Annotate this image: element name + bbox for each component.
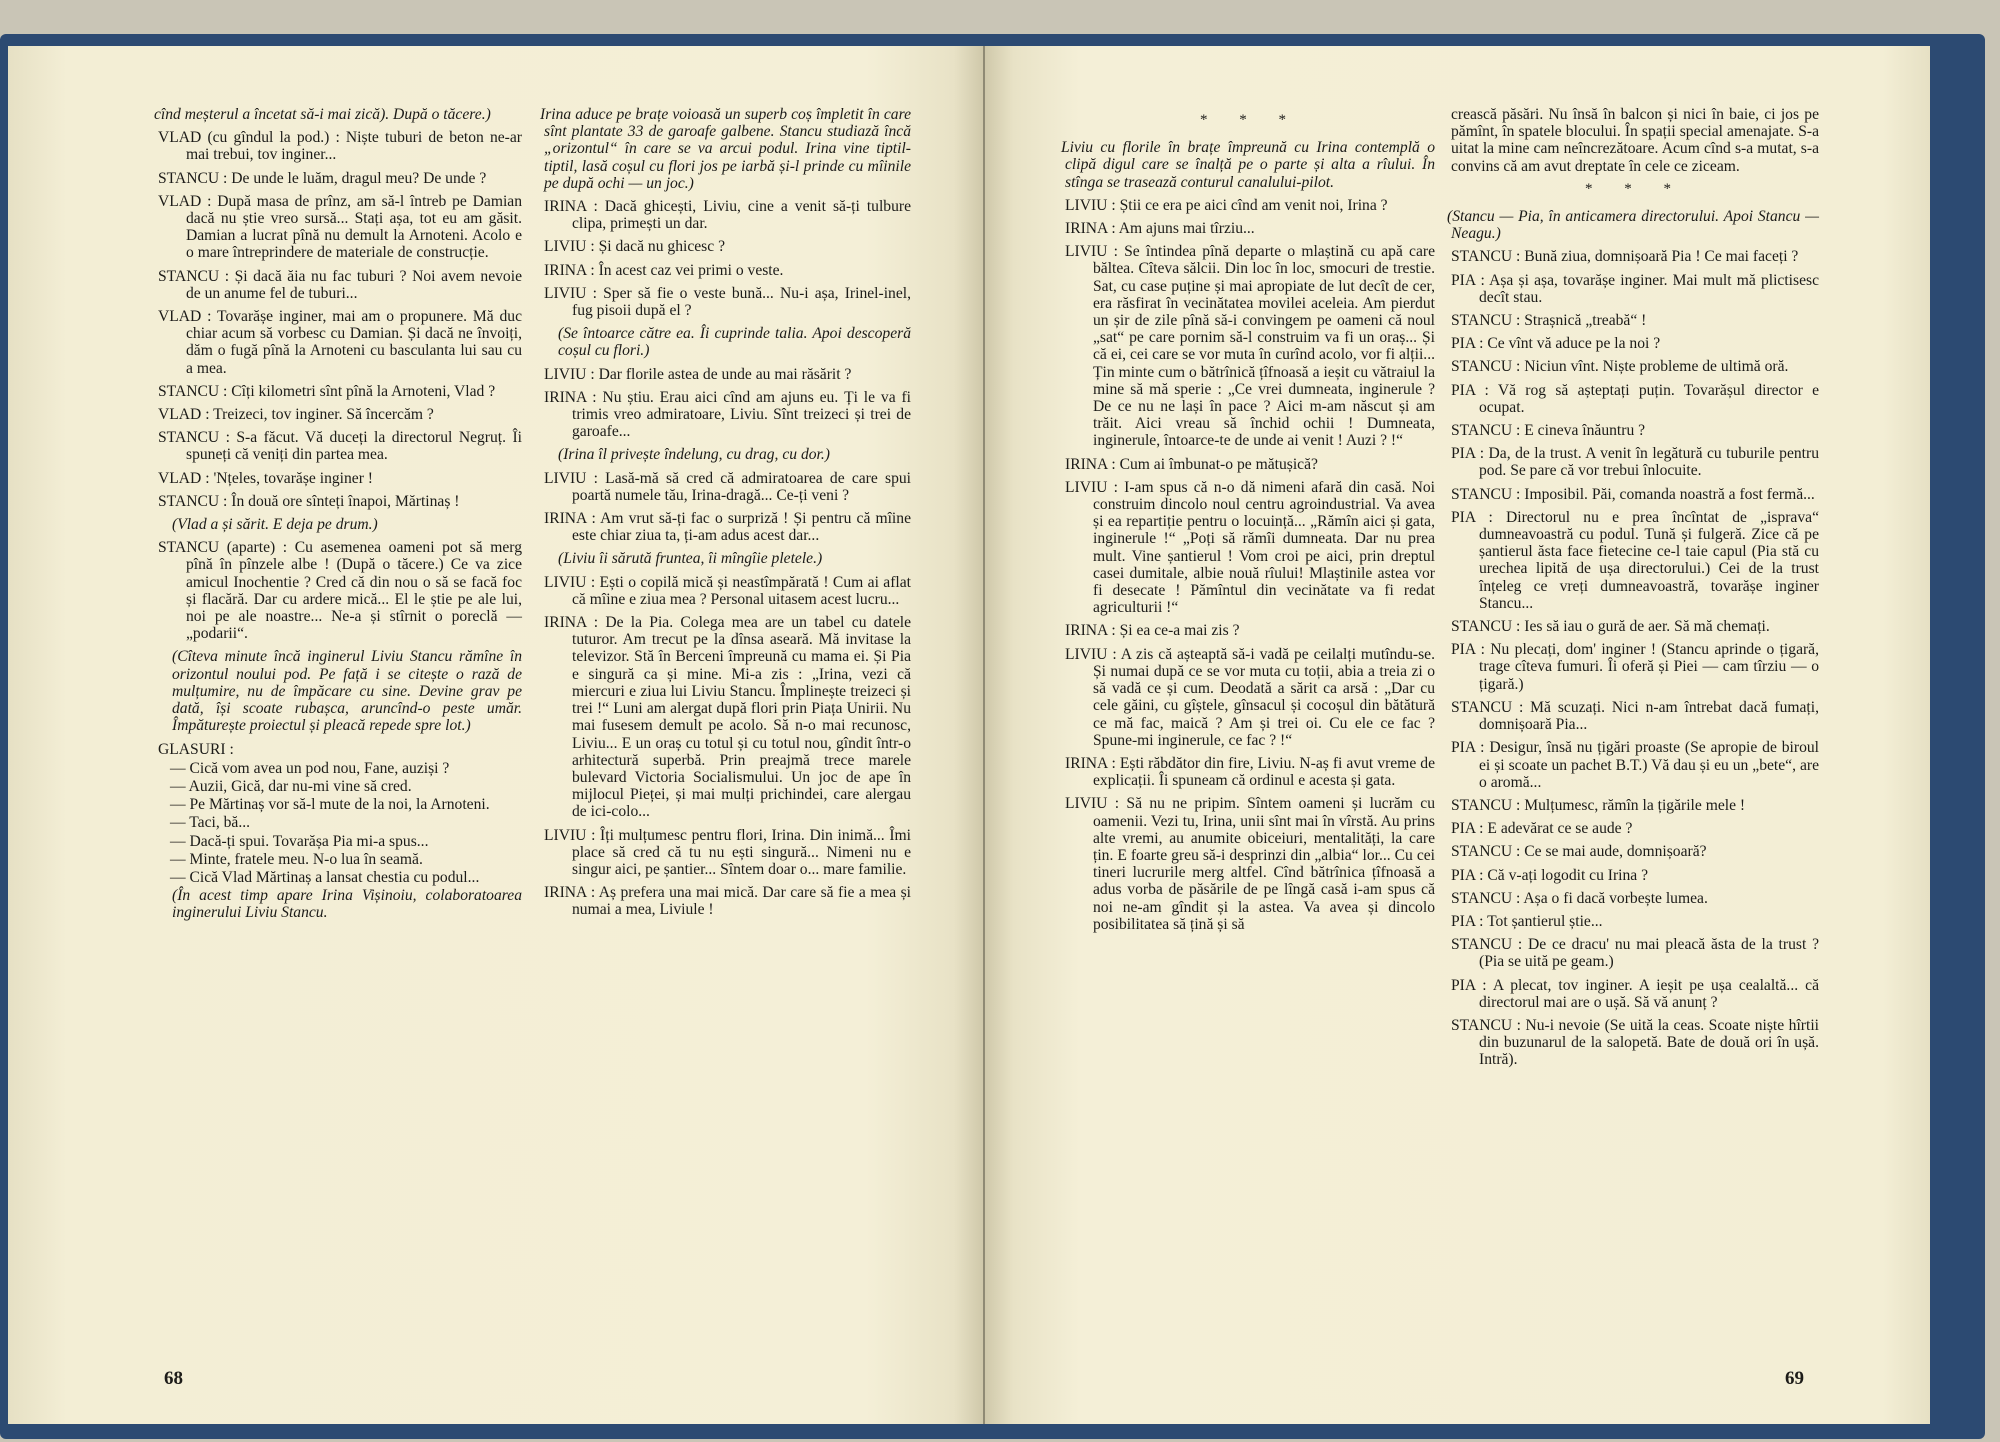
dialogue-paragraph: LIVIU : Lasă-mă să cred că admiratoarea de care spui poartă numele tău, Irina-dragă... Ce-ți veni ? (544, 469, 911, 504)
dialogue-paragraph: STANCU : De unde le luăm, dragul meu? De unde ? (158, 169, 487, 187)
dialogue-paragraph: — Taci, bă... (170, 814, 251, 832)
dialogue-paragraph: IRINA : De la Pia. Colega mea are un tabel cu datele tuturor. Am trecut pe la dînsa aseară. Mă invitase la televizor. Stă în Berceni împreună cu mama ei. Și Pia e singură ca și mine. Mi-a zis : „Irina, vezi că miercuri e ziua lui Liviu Stancu. Împlinește treizeci și trei !“ Luni am alergat după flori prin Piața Unirii. Nu mai fusesem demult pe acolo. Să n-o mai recunosc, Liviu... E un oraș cu totul și cu totul nou, gîndit într-o arhitectură superbă. Prin preajmă trece marele bulevard Victoria Socialismului. Un joc de ape în mijlocul Pieței, și mai mulți prichindei, care alergau de ici-colo... (544, 614, 911, 821)
dialogue-paragraph: — Cică Vlad Mărtinaș a lansat chestia cu podul... (170, 868, 480, 886)
dialogue-paragraph: STANCU : De ce dracu' nu mai pleacă ăsta de la trust ? (Pia se uită pe geam.) (1451, 936, 1819, 971)
dialogue-paragraph: PIA : Directorul nu e prea încîntat de „isprava“ dumneavoastră cu podul. Tună și fulgeră. Zice că pe șantierul ăsta face fietecine ce-l taie capul (Pia stă cu urechea lipită de ușa directorului.) Cei de la trust înțeleg ce vreți dumneavoastră, tovarășe inginer Stancu... (1451, 508, 1819, 612)
stage-direction: (Se întoarce către ea. Îi cuprinde talia. Apoi descoperă coșul cu flori.) (558, 325, 911, 360)
dialogue-paragraph: — Minte, fratele meu. N-o lua în seamă. (170, 850, 423, 868)
stage-direction: (Liviu îi sărută fruntea, îi mîngîie pletele.) (558, 550, 823, 568)
dialogue-paragraph: STANCU : Mulțumesc, rămîn la țigările mele ! (1451, 796, 1746, 814)
stage-direction: (Vlad a și sărit. E deja pe drum.) (172, 516, 378, 534)
dialogue-paragraph: IRINA : Nu știu. Erau aici cînd am ajuns eu. Ți le va fi trimis vreo admiratoare, Liviu. Sînt treizeci și trei de garoafe... (544, 388, 911, 441)
dialogue-paragraph: LIVIU : Să nu ne pripim. Sîntem oameni și lucrăm cu oamenii. Vezi tu, Irina, unii sînt mai în vîrstă. Au prins alte vremi, au anumite obiceiuri, mentalități, la care țin. E foarte greu să-i desprinzi din „albia“ lor... Cu cei tineri lucrurile merg altfel. Cînd bătrînica țîfnoasă a adus vorba de păsările de pe lîngă casă i-am spus că noi ne-am gîndit și la astea. Va avea și dincolo posibilitatea să țină și să (1065, 795, 1435, 933)
dialogue-paragraph: PIA : E adevărat ce se aude ? (1451, 820, 1633, 838)
dialogue-paragraph: STANCU : Imposibil. Păi, comanda noastră a fost fermă... (1451, 485, 1815, 503)
dialogue-paragraph: crească păsări. Nu însă în balcon și nici în baie, ci jos pe pămînt, în spatele blocului. În spații special amenajate. S-a uitat la mine cam neîncrezătoare. Acum cînd s-a mutat, s-a convins că am avut dreptate în cele ce ziceam. (1451, 106, 1819, 175)
left-page (8, 46, 983, 1424)
dialogue-paragraph: PIA : Ce vînt vă aduce pe la noi ? (1451, 335, 1661, 353)
dialogue-paragraph: PIA : Așa și așa, tovarășe inginer. Mai mult mă plictisesc decît stau. (1451, 271, 1819, 306)
dialogue-paragraph: VLAD : După masa de prînz, am să-l întreb pe Damian dacă nu știe vreo sursă... Stați așa, tot eu am găsit. Damian a lucrat pînă nu demult la Arnoteni. Acolo e o mare întreprindere de materiale de construcție. (158, 192, 522, 262)
dialogue-paragraph: STANCU : În două ore sînteți înapoi, Mărtinaș ! (158, 492, 460, 510)
dialogue-paragraph: LIVIU : Sper să fie o veste bună... Nu-i așa, Irinel-inel, fug pisoii după el ? (544, 284, 911, 320)
dialogue-paragraph: IRINA : Cum ai îmbunat-o pe mătușică? (1065, 455, 1318, 473)
dialogue-paragraph: STANCU (aparte) : Cu asemenea oameni pot să merg pînă în pînzele albe ! (După o tăcere.) Ce va zice amicul Inochentie ? Cred că din nou o să se facă foc și flacără. Dar cu ardere mică... El le știe pe ale lui, noi pe ale noastre... Ne-a și stîrnit o poreclă — „podarii“. (158, 539, 522, 643)
dialogue-paragraph: LIVIU : Știi ce era pe aici cînd am venit noi, Irina ? (1065, 196, 1388, 214)
right-page-column-2 (1447, 106, 1819, 1075)
dialogue-paragraph: STANCU : S-a făcut. Vă duceți la directorul Negruț. Îi spuneți că veniți din partea mea. (158, 429, 522, 464)
dialogue-paragraph: LIVIU : I-am spus că n-o dă nimeni afară din casă. Noi construim dincolo noul centru agroindustrial. Va avea și ea repartiție pentru o locuință... „Rămîn aici și gata, inginerule !“ „Poți să rămîi dumneata. Dar nu prea mult. Vine șantierul ! Vom croi pe aici, prin dreptul casei dumitale, albie nouă rîului! Mlaștinile astea vor fi desecate ! Pămîntul din vecinătate va fi redat agriculturii !“ (1065, 478, 1435, 617)
dialogue-paragraph: IRINA : Ești răbdător din fire, Liviu. N-aș fi avut vreme de explicații. Îi spuneam că ordinul e acesta și gata. (1065, 754, 1435, 790)
scene-separator: * * * (1200, 112, 1300, 128)
dialogue-paragraph: — Auzii, Gică, dar nu-mi vine să cred. (170, 777, 412, 795)
dialogue-paragraph: VLAD : Treizeci, tov inginer. Să încercăm ? (158, 406, 434, 424)
page-number-right: 69 (1785, 1368, 1804, 1389)
dialogue-paragraph: IRINA : Dacă ghicești, Liviu, cine a venit să-ți tulbure clipa, primești un dar. (544, 198, 911, 233)
stage-direction: (Cîteva minute încă inginerul Liviu Stancu rămîne în orizontul noului pod. Pe față i se citește o rază de mulțumire, nu de împăcare cu sine. Devine grav pe dată, își scoate rubașca, aruncînd-o peste umăr. Împăturește proiectul și pleacă repede spre lot.) (172, 648, 522, 735)
dialogue-paragraph: VLAD : 'Nțeles, tovarășe inginer ! (158, 469, 373, 487)
dialogue-paragraph: STANCU : Strașnică „treabă“ ! (1451, 312, 1647, 330)
dialogue-paragraph: PIA : Da, de la trust. A venit în legătură cu tuburile pentru pod. Se pare că vor trebui înlocuite. (1451, 445, 1819, 480)
dialogue-paragraph: PIA : Tot șantierul știe... (1451, 912, 1603, 930)
left-page-column-1 (154, 106, 522, 928)
right-page (985, 46, 1930, 1424)
dialogue-paragraph: — Pe Mărtinaș vor să-l mute de la noi, la Arnoteni. (170, 796, 490, 814)
dialogue-paragraph: VLAD (cu gîndul la pod.) : Niște tuburi de beton ne-ar mai trebui, tov inginer... (158, 129, 522, 164)
dialogue-paragraph: STANCU : Și dacă ăia nu fac tuburi ? Noi avem nevoie de un anume fel de tuburi... (158, 267, 522, 302)
dialogue-paragraph: IRINA : Am vrut să-ți fac o surpriză ! Și pentru că mîine este chiar ziua ta, ți-am adus acest dar... (544, 510, 911, 545)
scene-separator: * * * (1585, 180, 1685, 197)
dialogue-paragraph: LIVIU : Se întindea pînă departe o mlaștină cu apă care băltea. Cîteva sălcii. Din loc în loc, smocuri de trestie. Sat, cu case puține și mai apropiate de lut decît de cer, era răsfirat în vecinătatea movilei aceleia. Am pierdut un șir de zile pînă să-i convingem pe oameni că noul „sat“ pe care pornim să-l construim va fi un oraș... Și că ei, cei care se vor muta în curînd acolo, vor fi alții... Țin minte cum o bătrînică țîfnoasă a ieșit cu vătraiul la mine să mă sperie : „Ce vrei dumneata, inginerule ? De ce nu ne lași în pace ? Aici m-am născut și am trăit. Aici vreau să închid ochii ! Dumneata, inginerule, întoarce-te de unde ai venit ! Auzi ? !“ (1065, 243, 1435, 450)
dialogue-paragraph: STANCU : Mă scuzați. Nici n-am întrebat dacă fumați, domnișoară Pia... (1451, 698, 1819, 734)
dialogue-paragraph: PIA : Că v-ați logodit cu Irina ? (1451, 866, 1649, 884)
stage-direction: (Irina îl privește îndelung, cu drag, cu dor.) (558, 446, 830, 464)
dialogue-paragraph: STANCU : Ce se mai aude, domnișoară? (1451, 843, 1707, 861)
page-number-left: 68 (164, 1368, 183, 1389)
dialogue-paragraph: STANCU : Bună ziua, domnișoară Pia ! Ce mai faceți ? (1451, 248, 1799, 266)
dialogue-paragraph: IRINA : Am ajuns mai tîrziu... (1065, 220, 1255, 238)
dialogue-paragraph: LIVIU : Îți mulțumesc pentru flori, Irina. Din inimă... Îmi place să cred că tu nu ești singură... Nimeni nu e singur aici, pe șantier... Sîntem doar o... mare familie. (544, 826, 911, 878)
dialogue-paragraph: PIA : A plecat, tov inginer. A ieșit pe ușa cealaltă... că directorul mai are o ușă. Să vă anunț ? (1451, 976, 1819, 1011)
right-page-column-1 (1061, 106, 1435, 939)
dialogue-paragraph: IRINA : În acest caz vei primi o veste. (544, 261, 784, 279)
dialogue-paragraph: PIA : Vă rog să așteptați puțin. Tovarășul director e ocupat. (1451, 381, 1819, 416)
dialogue-paragraph: — Cică vom avea un pod nou, Fane, auziși ? (170, 759, 450, 777)
dialogue-paragraph: PIA : Nu plecați, dom' inginer ! (Stancu aprinde o țigară, trage cîteva fumuri. Îi oferă și Piei — cam tîrziu — o țigară.) (1451, 641, 1819, 693)
dialogue-paragraph: STANCU : Ies să iau o gură de aer. Să mă chemați. (1451, 618, 1770, 636)
dialogue-paragraph: PIA : Desigur, însă nu țigări proaste (Se apropie de biroul ei și scoate un pachet B.T.) Vă dau și eu un „bete“, are o aromă... (1451, 739, 1819, 791)
stage-direction: Liviu cu florile în brațe împreună cu Irina contemplă o clipă digul care se înalță pe o parte și alta a rîului. În stînga se trasează conturul canalului-pilot. (1061, 139, 1435, 191)
stage-direction: cînd meșterul a încetat să-i mai zică). După o tăcere.) (154, 106, 491, 123)
dialogue-paragraph: LIVIU : Ești o copilă mică și neastîmpărată ! Cum ai aflat că mîine e ziua mea ? Personal uitasem acest lucru... (544, 573, 911, 608)
dialogue-paragraph: GLASURI : (158, 740, 234, 758)
dialogue-paragraph: LIVIU : Și dacă nu ghicesc ? (544, 238, 725, 256)
dialogue-paragraph: STANCU : E cineva înăuntru ? (1451, 422, 1646, 440)
dialogue-paragraph: — Dacă-ți spui. Tovarășa Pia mi-a spus... (170, 832, 429, 850)
dialogue-paragraph: STANCU : Cîți kilometri sînt pînă la Arnoteni, Vlad ? (158, 382, 496, 400)
left-page-column-2 (540, 106, 911, 925)
dialogue-paragraph: IRINA : Aș prefera una mai mică. Dar care să fie a mea și numai a mea, Liviule ! (544, 884, 911, 919)
dialogue-paragraph: VLAD : Tovarășe inginer, mai am o propunere. Mă duc chiar acum să vorbesc cu Damian. Și dacă ne învoiți, dăm o fugă pînă la Arnoteni cu basculanta lui sau cu a mea. (158, 308, 522, 377)
stage-direction: (În acest timp apare Irina Vișinoiu, colaboratoarea inginerului Liviu Stancu. (172, 887, 522, 922)
dialogue-paragraph: STANCU : Așa o fi dacă vorbește lumea. (1451, 889, 1708, 907)
dialogue-paragraph: LIVIU : A zis că așteaptă să-i vadă pe ceilalți mutîndu-se. Și numai după ce se vor muta cu toții, abia a treia zi o să vadă ce și cum. Deodată a sărit ca arsă : „Dar cu cele găini, cu gîștele, gînsacul și cocoșul din bătătură ce mă fac, maică ? Am și trei oi. Cu ele ce fac ? Spune-mi inginerule, ce fac ? !“ (1065, 645, 1435, 749)
dialogue-paragraph: IRINA : Și ea ce-a mai zis ? (1065, 622, 1240, 640)
stage-direction: Irina aduce pe brațe voioasă un superb coș împletit în care sînt plantate 33 de garoafe galbene. Stancu studiază încă „orizontul“ în care se va arcui podul. Irina vine tiptil-tiptil, lasă coșul cu flori jos pe iarbă și-l prinde cu mîinile pe după ochi — un joc.) (540, 106, 911, 192)
dialogue-paragraph: STANCU : Niciun vînt. Niște probleme de ultimă oră. (1451, 358, 1789, 376)
dialogue-paragraph: LIVIU : Dar florile astea de unde au mai răsărit ? (544, 365, 852, 383)
dialogue-paragraph: STANCU : Nu-i nevoie (Se uită la ceas. Scoate niște hîrtii din buzunarul de la salopetă. Bate de două ori în ușă. Intră). (1451, 1016, 1819, 1069)
stage-direction: (Stancu — Pia, în anticamera directorului. Apoi Stancu — Neagu.) (1447, 208, 1819, 243)
